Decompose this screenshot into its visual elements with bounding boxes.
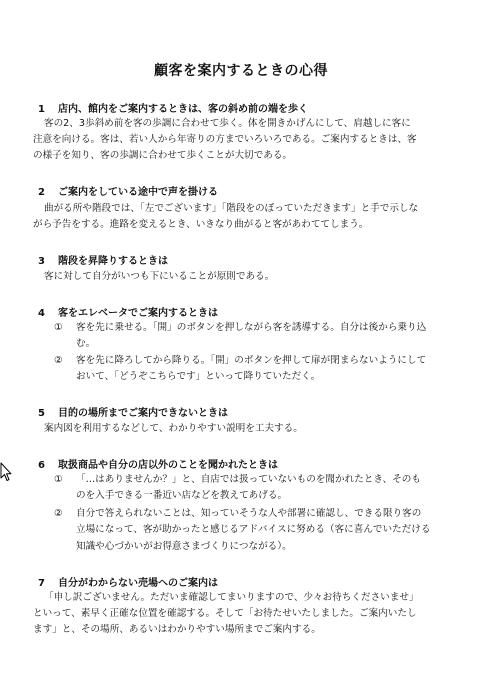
section-number: 2 xyxy=(38,187,45,198)
section-1-heading xyxy=(38,100,308,115)
section-4-item-2-line-1 xyxy=(54,354,426,367)
section-6-item-2-line-3: 知識や心づかいがお得意さまづくりにつながる）。 xyxy=(76,541,292,552)
section-heading-text: 店内、館内をご案内するときは、客の斜め前の端を歩く xyxy=(58,104,308,115)
section-4-item-2-line-2: おいて、「どうぞこちらです」といって降りていただく。 xyxy=(76,371,321,382)
section-6-item-1-line-2: のを入手できる一番近い店などを教えてあげる。 xyxy=(76,490,288,501)
list-marker: ① xyxy=(54,474,63,485)
section-7-line-1: 「申し訳ございません。ただいま確認してまいりますので、少々お待ちくださいませ」 xyxy=(44,592,419,603)
section-6-item-2-line-2: 立場になって、客が助かったと感じるアドバイスに努める（客に喜んでいただける xyxy=(76,524,431,535)
section-3-heading xyxy=(38,252,168,267)
section-4-item-1-line-1 xyxy=(54,321,426,334)
list-item-text: 自分で答えられないことは、知っていそうな人や部署に確認し、できる限り客の xyxy=(76,508,422,519)
section-number: 5 xyxy=(38,408,45,419)
section-heading-text: 自分がわからない売場へのご案内は xyxy=(58,578,218,589)
section-6-item-2-line-1 xyxy=(54,507,421,520)
section-2-line-1: 曲がる所や階段では、「左でございます」「階段をのぼっていただきます」と手で示しな xyxy=(44,203,419,214)
section-4-heading xyxy=(38,304,218,319)
section-number: 3 xyxy=(38,256,45,267)
list-marker: ② xyxy=(54,355,63,366)
list-marker: ② xyxy=(54,508,63,519)
section-7-line-3: ます」と、その場所、あるいはわかりやすい場所までご案内する。 xyxy=(33,624,321,635)
mouse-pointer-icon xyxy=(0,462,12,482)
section-heading-text: 取扱商品や自分の店以外のことを聞かれたときは xyxy=(58,460,278,471)
list-item-text: 「…はありませんか？」と、自店では扱っていないものを聞かれたとき、そのも xyxy=(76,474,421,485)
section-5-line-1: 案内図を利用するなどして、わかりやすい説明を工夫する。 xyxy=(44,423,303,434)
section-1-line-2: 注意を向ける。客は、若い人から年寄りの方までいろいろである。ご案内するときは、客 xyxy=(33,134,417,145)
section-1-line-3: の様子を知り、客の歩調に合わせて歩くことが大切である。 xyxy=(33,150,293,161)
section-number: 1 xyxy=(38,104,45,115)
section-heading-text: ご案内をしている途中で声を掛ける xyxy=(58,187,218,198)
section-6-heading xyxy=(38,456,278,471)
page-title: 顧客を案内するときの心得 xyxy=(154,63,328,79)
section-number: 7 xyxy=(38,578,45,589)
section-2-heading xyxy=(38,183,218,198)
section-2-line-2: がら予告をする。進路を変えるとき、いきなり曲がると客があわててしまう。 xyxy=(33,219,369,230)
list-item-text: 客を先に乗せる。「開」のボタンを押しながら客を誘導する。自分は後から乗り込 xyxy=(76,322,427,333)
list-item-text: 客を先に降ろしてから降りる。「開」のボタンを押して扉が閉まらないようにして xyxy=(76,355,427,366)
section-number: 6 xyxy=(38,460,45,471)
section-5-heading xyxy=(38,404,228,419)
list-marker: ① xyxy=(54,322,63,333)
section-heading-text: 客をエレベータでご案内するときは xyxy=(58,308,218,319)
section-7-heading xyxy=(38,574,218,589)
section-3-line-1: 客に対して自分がいつも下にいることが原則である。 xyxy=(44,271,275,282)
section-4-item-1-line-2: む。 xyxy=(76,338,96,349)
section-heading-text: 目的の場所までご案内できないときは xyxy=(58,408,228,419)
section-heading-text: 階段を昇降りするときは xyxy=(58,256,168,267)
section-1-line-1: 客の2、3歩斜め前を客の歩調に合わせて歩く。体を開きかげんにして、肩越しに客に xyxy=(44,118,411,129)
section-7-line-2: といって、素早く正確な位置を確認する。そして「お待たせいたしました。ご案内いたし xyxy=(33,608,417,619)
section-6-item-1-line-1 xyxy=(54,473,421,486)
section-number: 4 xyxy=(38,308,45,319)
